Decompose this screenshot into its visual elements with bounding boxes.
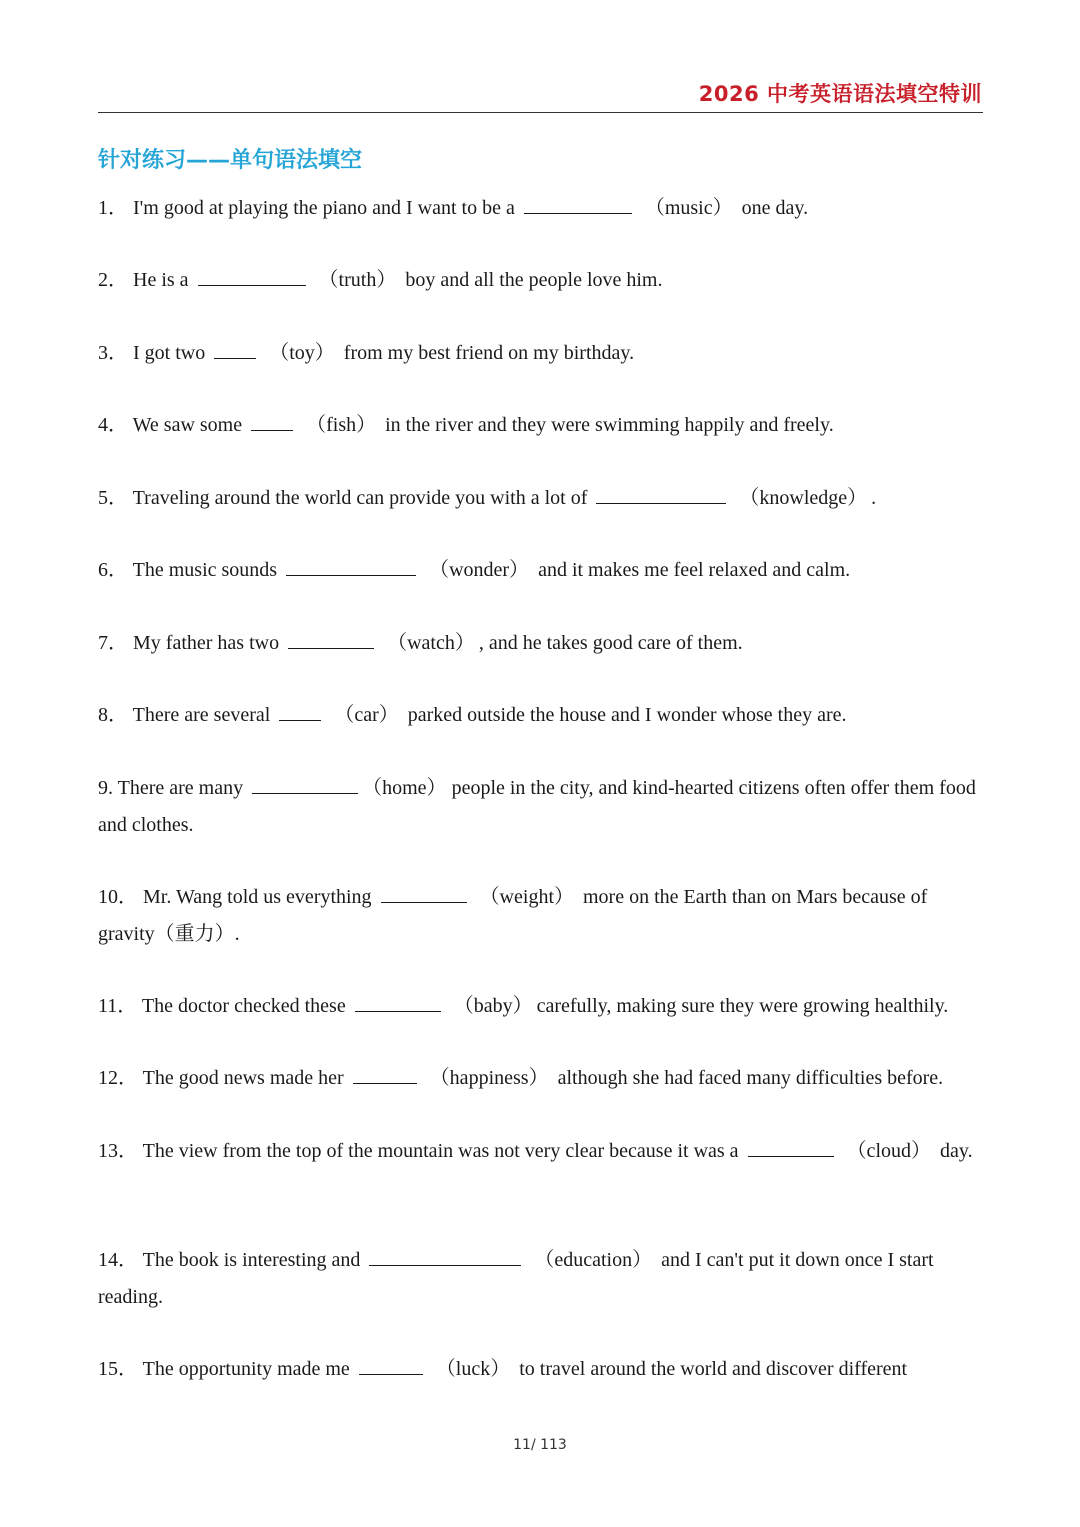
question-text-after: parked outside the house and I wonder whose they are. (407, 704, 847, 726)
question-text-before: I'm good at playing the piano and I want to be a (133, 197, 515, 219)
question-number: 11． (98, 995, 138, 1017)
question-text-after: boy and all the people love him. (405, 269, 663, 291)
question-number: 9. (98, 777, 113, 799)
question-number: 15． (98, 1358, 138, 1380)
question-14 (98, 1242, 984, 1316)
word-hint: （education） (534, 1249, 653, 1271)
word-hint: （watch） (387, 632, 475, 654)
question-text-after: day. (940, 1140, 973, 1162)
header-divider (98, 112, 983, 113)
answer-blank[interactable] (748, 1134, 834, 1157)
question-text-after: , and he takes good care of them. (478, 632, 743, 654)
question-13 (98, 1133, 984, 1170)
question-number: 5． (98, 487, 128, 509)
answer-blank[interactable] (279, 698, 321, 721)
question-10 (98, 879, 984, 953)
answer-blank[interactable] (252, 771, 358, 794)
question-12 (98, 1060, 984, 1097)
answer-blank[interactable] (355, 989, 441, 1012)
question-text-after: and I can't put it down once I start reading. (98, 1249, 934, 1308)
answer-blank[interactable] (288, 626, 374, 649)
question-number: 2． (98, 269, 128, 291)
question-number: 1． (98, 197, 128, 219)
answer-blank[interactable] (198, 263, 306, 286)
question-text-before: He is a (133, 269, 189, 291)
answer-blank[interactable] (214, 336, 256, 359)
answer-blank[interactable] (381, 880, 467, 903)
question-9 (98, 770, 984, 844)
question-text-after: and it makes me feel relaxed and calm. (538, 559, 851, 581)
question-text-after: more on the Earth than on Mars because of gravity（重力）. (98, 886, 928, 945)
question-11 (98, 988, 984, 1025)
question-2 (98, 262, 984, 299)
question-text-after: in the river and they were swimming happily and freely. (385, 414, 834, 436)
question-text-before: The opportunity made me (142, 1358, 350, 1380)
question-text-before: There are several (132, 704, 271, 726)
question-text-after: people in the city, and kind-hearted citizens often offer them food and clothes. (98, 777, 976, 836)
word-hint: （happiness） (429, 1067, 549, 1089)
document-header-title: 2026 中考英语语法填空特训 (698, 82, 982, 106)
word-hint: （luck） (435, 1358, 511, 1380)
question-number: 12． (98, 1067, 138, 1089)
page-number: 11/ 113 (513, 1437, 567, 1453)
question-text-before: The book is interesting and (142, 1249, 361, 1271)
word-hint: （toy） (269, 342, 335, 364)
question-4 (98, 407, 984, 444)
question-15 (98, 1351, 984, 1388)
question-text-after: carefully, making sure they were growing healthily. (536, 995, 949, 1017)
word-hint: （baby） (453, 995, 533, 1017)
question-text-after: one day. (741, 197, 809, 219)
word-hint: （truth） (318, 269, 397, 291)
question-number: 13． (98, 1140, 138, 1162)
question-number: 14． (98, 1249, 138, 1271)
answer-blank[interactable] (251, 408, 293, 431)
question-number: 8． (98, 704, 128, 726)
question-number: 7． (98, 632, 128, 654)
question-text-before: The music sounds (132, 559, 278, 581)
question-text-before: Traveling around the world can provide you with a lot of (132, 487, 588, 509)
question-text-before: Mr. Wang told us everything (143, 886, 372, 908)
question-number: 3． (98, 342, 128, 364)
answer-blank[interactable] (596, 481, 726, 504)
word-hint: （wonder） (429, 559, 530, 581)
answer-blank[interactable] (353, 1061, 417, 1084)
question-text-before: The view from the top of the mountain was not very clear because it was a (142, 1140, 739, 1162)
section-title: 针对练习——单句语法填空 (98, 148, 363, 173)
answer-blank[interactable] (524, 191, 632, 214)
question-5 (98, 480, 984, 517)
question-8 (98, 697, 984, 734)
question-text-after: from my best friend on my birthday. (343, 342, 635, 364)
word-hint: （knowledge） (739, 487, 868, 509)
question-1 (98, 190, 984, 227)
answer-blank[interactable] (359, 1352, 423, 1375)
question-text-after: although she had faced many difficulties before. (557, 1067, 944, 1089)
question-7 (98, 625, 984, 662)
answer-blank[interactable] (286, 553, 416, 576)
question-6 (98, 552, 984, 589)
answer-blank[interactable] (369, 1243, 521, 1266)
word-hint: （music） (644, 197, 733, 219)
word-hint: （cloud） (846, 1140, 931, 1162)
question-number: 10． (98, 886, 138, 908)
question-number: 6． (98, 559, 128, 581)
word-hint: （fish） (306, 414, 377, 436)
question-number: 4． (98, 414, 128, 436)
question-text-before: There are many (117, 777, 244, 799)
question-text-before: The good news made her (142, 1067, 344, 1089)
question-3 (98, 335, 984, 372)
question-text-before: We saw some (132, 414, 243, 436)
question-text-after: to travel around the world and discover different (519, 1358, 908, 1380)
word-hint: （weight） (479, 886, 574, 908)
question-text-before: The doctor checked these (141, 995, 346, 1017)
question-text-before: I got two (133, 342, 206, 364)
word-hint: （car） (334, 704, 399, 726)
question-text-after: . (871, 487, 877, 509)
question-text-before: My father has two (133, 632, 280, 654)
word-hint: （home） (362, 777, 447, 799)
